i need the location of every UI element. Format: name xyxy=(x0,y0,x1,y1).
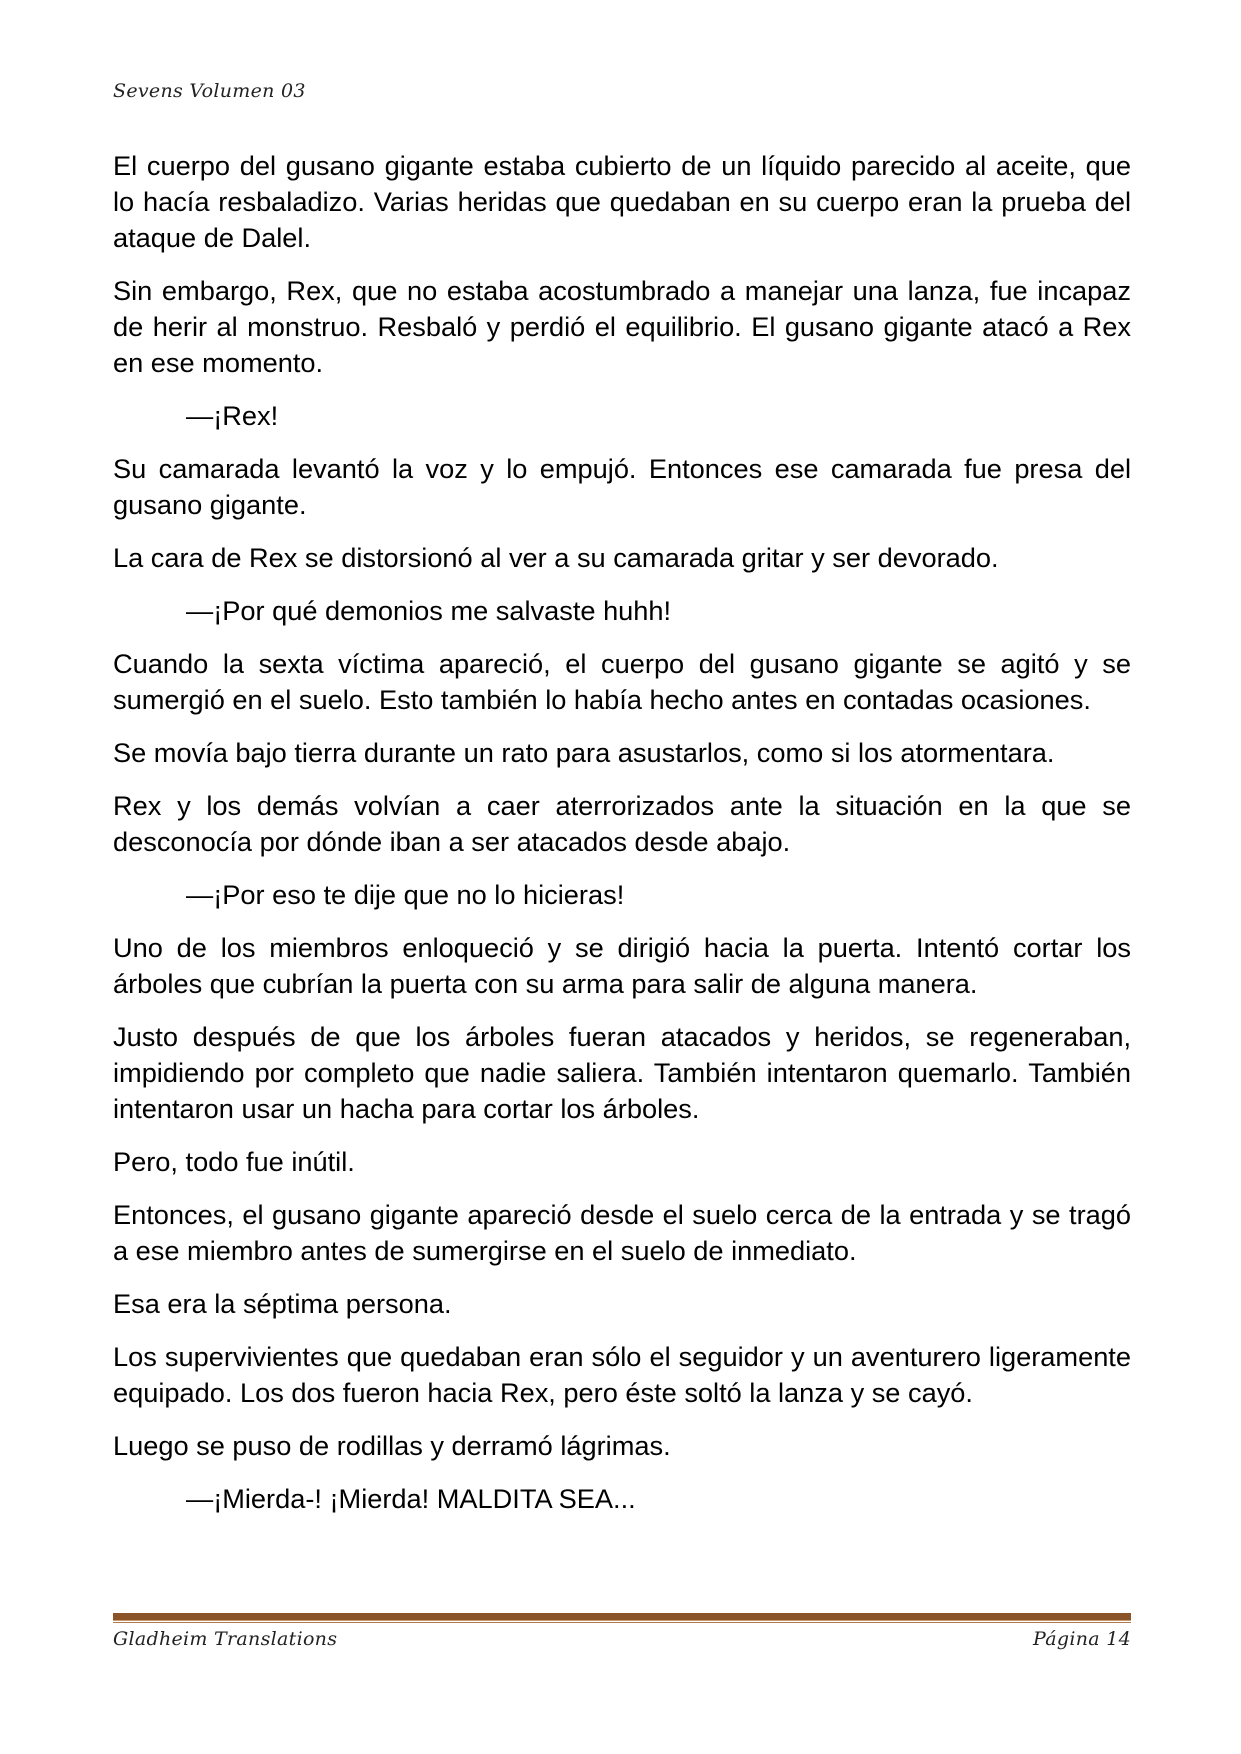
paragraph: Los supervivientes que quedaban eran sólo el seguidor y un aventurero ligeramente equipado. Los dos fueron hacia Rex, pero éste soltó la lanza y se cayó. xyxy=(113,1341,1131,1408)
paragraph: Cuando la sexta víctima apareció, el cuerpo del gusano gigante se agitó y se sumergió en el suelo. Esto también lo había hecho antes en contadas ocasiones. xyxy=(113,648,1131,715)
paragraph: Se movía bajo tierra durante un rato para asustarlos, como si los atormentara. xyxy=(113,737,1055,768)
paragraph: Sin embargo, Rex, que no estaba acostumbrado a manejar una lanza, fue incapaz de herir al monstruo. Resbaló y perdió el equilibrio. El gusano gigante atacó a Rex en ese momento. xyxy=(113,275,1131,378)
paragraph: Su camarada levantó la voz y lo empujó. Entonces ese camarada fue presa del gusano gigante. xyxy=(113,453,1131,520)
paragraph: El cuerpo del gusano gigante estaba cubierto de un líquido parecido al aceite, que lo hacía resbaladizo. Varias heridas que quedaban en su cuerpo eran la prueba del ataque de Dalel. xyxy=(113,150,1131,253)
dialogue-line: —¡Por eso te dije que no lo hicieras! xyxy=(186,879,625,910)
dialogue-line: —¡Mierda-! ¡Mierda! MALDITA SEA... xyxy=(186,1483,636,1514)
page-number: Página 14 xyxy=(1033,1628,1131,1650)
footer-divider-thin xyxy=(113,1622,1131,1623)
paragraph: Entonces, el gusano gigante apareció desde el suelo cerca de la entrada y se tragó a ese miembro antes de sumergirse en el suelo de inmediato. xyxy=(113,1199,1131,1266)
dialogue-line: —¡Por qué demonios me salvaste huhh! xyxy=(186,595,672,626)
paragraph: La cara de Rex se distorsionó al ver a su camarada gritar y ser devorado. xyxy=(113,542,999,573)
paragraph: Rex y los demás volvían a caer aterrorizados ante la situación en la que se desconocía por dónde iban a ser atacados desde abajo. xyxy=(113,790,1131,857)
paragraph: Uno de los miembros enloqueció y se dirigió hacia la puerta. Intentó cortar los árboles que cubrían la puerta con su arma para salir de alguna manera. xyxy=(113,932,1131,999)
paragraph: Pero, todo fue inútil. xyxy=(113,1146,355,1177)
paragraph: Justo después de que los árboles fueran atacados y heridos, se regeneraban, impidiendo por completo que nadie saliera. También intentaron quemarlo. También intentaron usar un hacha para cortar los árboles. xyxy=(113,1021,1131,1124)
paragraph: Esa era la séptima persona. xyxy=(113,1288,452,1319)
paragraph: Luego se puso de rodillas y derramó lágrimas. xyxy=(113,1430,671,1461)
footer-divider xyxy=(113,1613,1131,1621)
running-header: Sevens Volumen 03 xyxy=(113,80,306,102)
footer-credit: Gladheim Translations xyxy=(113,1628,338,1650)
page-body xyxy=(113,148,1131,1534)
dialogue-line: —¡Rex! xyxy=(186,400,279,431)
